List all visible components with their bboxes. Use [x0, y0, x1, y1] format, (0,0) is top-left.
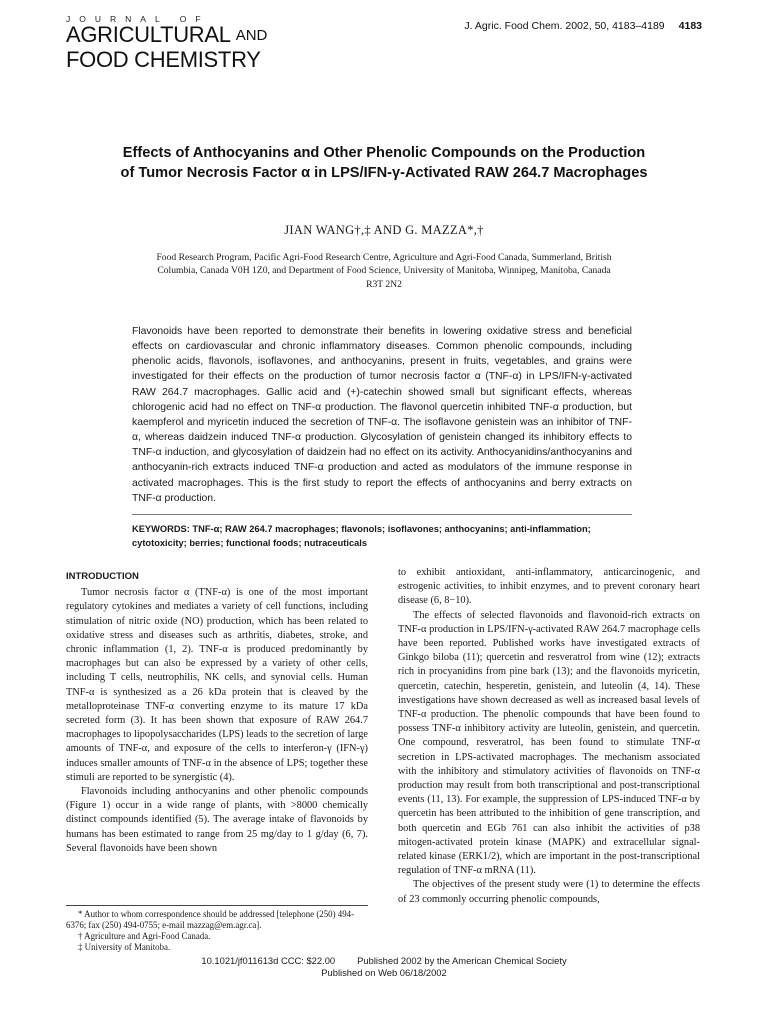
page-number: 4183 — [678, 20, 702, 32]
publisher-line: Published 2002 by the American Chemical Society — [357, 955, 567, 966]
paragraph: Tumor necrosis factor α (TNF-α) is one of the most important regulatory cytokines and mediates a variety of cell functions, including stimulation of nitric oxide (NO) production, which has been related to oxidative stress and diseases such as arthritis, diabetes, stroke, and chronic inflammation (1, 2). TNF-α is produced predominantly by macrophages but can also be expressed by a variety of other cells, including T cells, neutrophilis, NK cells, and synovial cells. Human TNF-α is synthesized as a 26 kDa protein that is cleaved by the metalloproteinase TNF-α converting enzyme to its mature 17 kDa secreted form (3). It has been shown that exposure of RAW 264.7 macrophages to lipopolysaccharides (LPS) leads to the secretion of large amounts of TNF-α, and exposure of the cells to interferon-γ (IFN-γ) induces smaller amounts of TNF-α in the absence of LPS; together these stimuli are reported to be synergistic (4). — [66, 587, 368, 783]
article-title: Effects of Anthocyanins and Other Phenolic Compounds on the Production of Tumor Necrosis Factor α in LPS/IFN-γ-Activated RAW 264.7 Macrophages — [120, 145, 648, 181]
footnote-affiliation-2: ‡ University of Manitoba. — [78, 942, 171, 952]
citation-text: J. Agric. Food Chem. 2002, 50, 4183–4189 — [464, 20, 665, 32]
keywords: KEYWORDS: TNF-α; RAW 264.7 macrophages; flavonols; isoflavones; anthocyanins; anti-inflammation; cytotoxicity; berries; functional foods; nutraceuticals — [132, 524, 591, 548]
journal-masthead — [66, 14, 276, 71]
journal-name-line1 — [66, 24, 276, 49]
journal-of-label: JOURNAL OF — [66, 14, 210, 24]
author-affiliation: Food Research Program, Pacific Agri-Food Research Centre, Agriculture and Agri-Food Canada, Summerland, British Columbia, Canada V0H 1Z0, and Department of Food Science, University of Manitoba, Winnipeg, Manitoba, Canada R3T 2N2 — [156, 252, 612, 290]
body-column-right — [398, 566, 700, 907]
body-column-left — [66, 566, 368, 856]
article-authors: JIAN WANG†,‡ AND G. MAZZA*,† — [284, 223, 484, 237]
footnote-affiliation-1: † Agriculture and Agri-Food Canada. — [78, 931, 211, 941]
doi: 10.1021/jf011613d CCC: $22.00 — [201, 955, 336, 966]
page-footer — [0, 955, 768, 978]
abstract: Flavonoids have been reported to demonstrate their benefits in lowering oxidative stress and beneficial effects on cardiovascular and chronic inflammatory diseases. Common phenolic compounds, including phenolic acids, flavonols, isoflavones, and anthocyanins, present in fruits, vegetables, and grains were investigated for their effects on the production of tumor necrosis factor α (TNF-α) in LPS/IFN-γ-activated RAW 264.7 macrophages. Gallic acid and (+)-catechin showed small but significant effects, whereas chlorogenic acid had no effect on TNF-α production. The flavonol quercetin inhibited TNF-α production, but kaempferol and myricetin induced the secretion of TNF-α. The isoflavone genistein was an inhibitor of TNF-α, whereas daidzein induced TNF-α production. Glycosylation of genistein changed its inhibitory effects to TNF-α induction, and glycosylation of daidzein had no effect on its activity. Anthocyanidins/anthocyanins and anthocyanin-rich extracts induced TNF-α production and acted as modulators of the immune response in activated macrophages. This is the first study to report the effects of anthocyanins and berry extracts on TNF-α production. — [132, 324, 632, 515]
journal-name-line2: FOOD CHEMISTRY — [66, 47, 261, 72]
paragraph: The effects of selected flavonoids and flavonoid-rich extracts on TNF-α production in LPS/IFN-γ-activated RAW 264.7 macrophage cells have been reported. Published works have investigated extracts of Ginkgo biloba (11); quercetin and resveratrol from wine (12); extracts rich in procyanidins from pine bark (13); and the flavonoids myricetin, quercetin, catechin, hesperetin, genistein, and luteolin (4, 14). These investigations have shown decreased as well as increased basal levels of TNF-α production. The phenolic compounds that have been found to possess TNF-α inhibitory activity are luteolin, genistein, and quercetin. One compound, resveratrol, has been found to stimulate TNF-α secretion in LPS-activated macrophages. The mechanism associated with the inhibitory and stimulatory activities of flavonoids on TNF-α production may result from both transcriptional and post-transcriptional events (11, 13). For example, the suppression of LPS-induced TNF-α by quercetin has been attributed to the inhibition of gene transcription, and both quercetin and EGb 761 can also inhibit the activities of p38 mitogen-activated protein kinase (MAPK) and extracellular signal-related kinase (ERK1/2), which are important in the post-transcriptional regulation of TNF-α mRNA (11). — [398, 609, 700, 877]
paragraph: Flavonoids including anthocyanins and other phenolic compounds (Figure 1) occur in a wide range of plants, with >8000 chemically distinct compounds identified (5). The average intake of flavonoids by humans has been estimated to range from 25 mg/day to 1 g/day (6, 7). Several flavonoids have been shown — [66, 786, 368, 854]
journal-word-and: AND — [235, 27, 268, 44]
journal-word-agricultural: AGRICULTURAL — [66, 22, 230, 47]
paragraph: to exhibit antioxidant, anti-inflammatory, anticarcinogenic, and estrogenic activities, to inhibit enzymes, and to prevent coronary heart disease (6, 8−10). — [398, 567, 700, 607]
footnote-correspondence: * Author to whom correspondence should be addressed [telephone (250) 494-6376; fax (250) 494-0755; e-mail mazzag@em.agr.ca]. — [66, 909, 355, 930]
citation-header — [464, 20, 702, 32]
footnotes — [66, 905, 368, 953]
paragraph: The objectives of the present study were (1) to determine the effects of 23 commonly occurring phenolic compounds, — [398, 879, 700, 905]
web-publication-date: Published on Web 06/18/2002 — [321, 966, 447, 978]
section-heading-introduction: INTRODUCTION — [66, 571, 139, 582]
